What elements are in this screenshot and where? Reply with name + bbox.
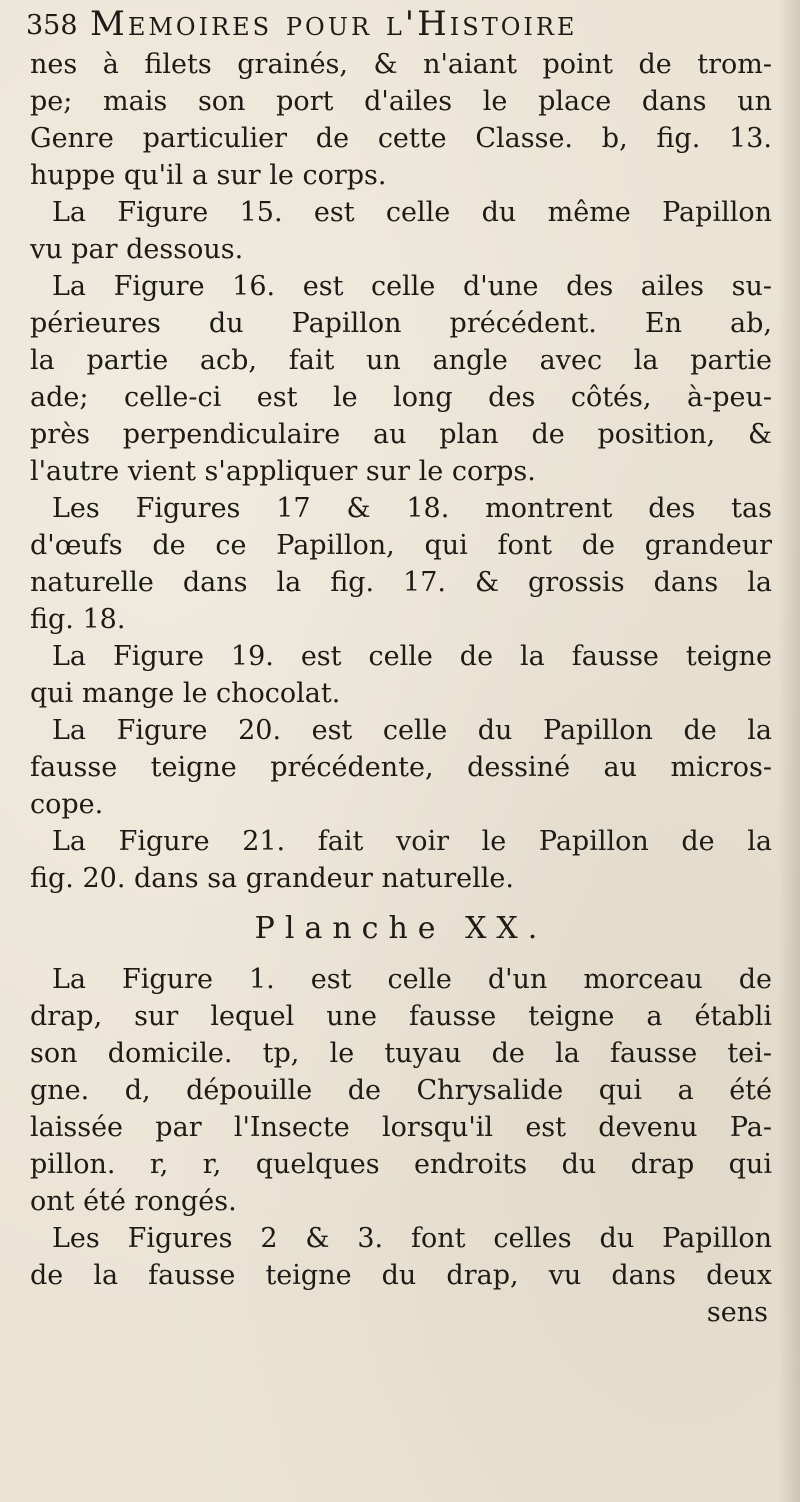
- text-line: La Figure 1. est celle d'un morceau de: [52, 964, 772, 995]
- text-line: la partie acb, fait un angle avec la partie: [30, 345, 772, 376]
- text-line: laissée par l'Insecte lorsqu'il est devenu Pa-: [30, 1112, 772, 1143]
- text-line: qui mange le chocolat.: [30, 678, 341, 709]
- text-line: La Figure 16. est celle d'une des ailes su-: [52, 271, 772, 302]
- text-line: pillon. r, r, quelques endroits du drap qui: [30, 1149, 772, 1180]
- text-line: drap, sur lequel une fausse teigne a établi: [30, 1001, 772, 1032]
- text-line: La Figure 15. est celle du même Papillon: [52, 197, 772, 228]
- text-line: fausse teigne précédente, dessiné au micros-: [30, 752, 772, 783]
- text-line: de la fausse teigne du drap, vu dans deux: [30, 1260, 772, 1291]
- text-line: ont été rongés.: [30, 1186, 237, 1217]
- text-line: Les Figures 2 & 3. font celles du Papillon: [52, 1223, 772, 1254]
- body-text: [30, 46, 772, 1331]
- text-line: La Figure 19. est celle de la fausse teigne: [52, 641, 772, 672]
- text-line: pe; mais son port d'ailes le place dans un: [30, 86, 772, 117]
- text-line: l'autre vient s'appliquer sur le corps.: [30, 456, 536, 487]
- text-line: gne. d, dépouille de Chrysalide qui a été: [30, 1075, 772, 1106]
- text-line: La Figure 20. est celle du Papillon de la: [52, 715, 772, 746]
- text-line: naturelle dans la fig. 17. & grossis dans la: [30, 567, 772, 598]
- text-line: d'œufs de ce Papillon, qui font de grandeur: [30, 530, 772, 561]
- catchword: sens: [706, 1297, 768, 1328]
- text-line: ade; celle-ci est le long des côtés, à-peu-: [30, 382, 772, 413]
- text-line: fig. 18.: [30, 604, 126, 635]
- text-line: La Figure 21. fait voir le Papillon de la: [52, 826, 772, 857]
- text-line: près perpendiculaire au plan de position, &: [30, 419, 772, 450]
- page-edge-shadow: [778, 0, 800, 1502]
- text-line: Les Figures 17 & 18. montrent des tas: [52, 493, 772, 524]
- text-line: huppe qu'il a sur le corps.: [30, 160, 387, 191]
- text-line: périeures du Papillon précédent. En ab,: [30, 308, 772, 339]
- text-line: fig. 20. dans sa grandeur naturelle.: [30, 863, 514, 894]
- text-line: nes à filets grainés, & n'aiant point de trom-: [30, 49, 772, 80]
- page-header: [26, 4, 776, 44]
- text-line: Genre particulier de cette Classe. b, fig. 13.: [30, 123, 772, 154]
- page-number: 358: [26, 10, 78, 41]
- text-line: son domicile. tp, le tuyau de la fausse tei-: [30, 1038, 772, 1069]
- plate-heading: Planche XX.: [254, 911, 548, 946]
- running-head: Memoires pour l'Histoire: [90, 4, 578, 44]
- text-line: cope.: [30, 789, 104, 820]
- text-line: vu par dessous.: [30, 234, 244, 265]
